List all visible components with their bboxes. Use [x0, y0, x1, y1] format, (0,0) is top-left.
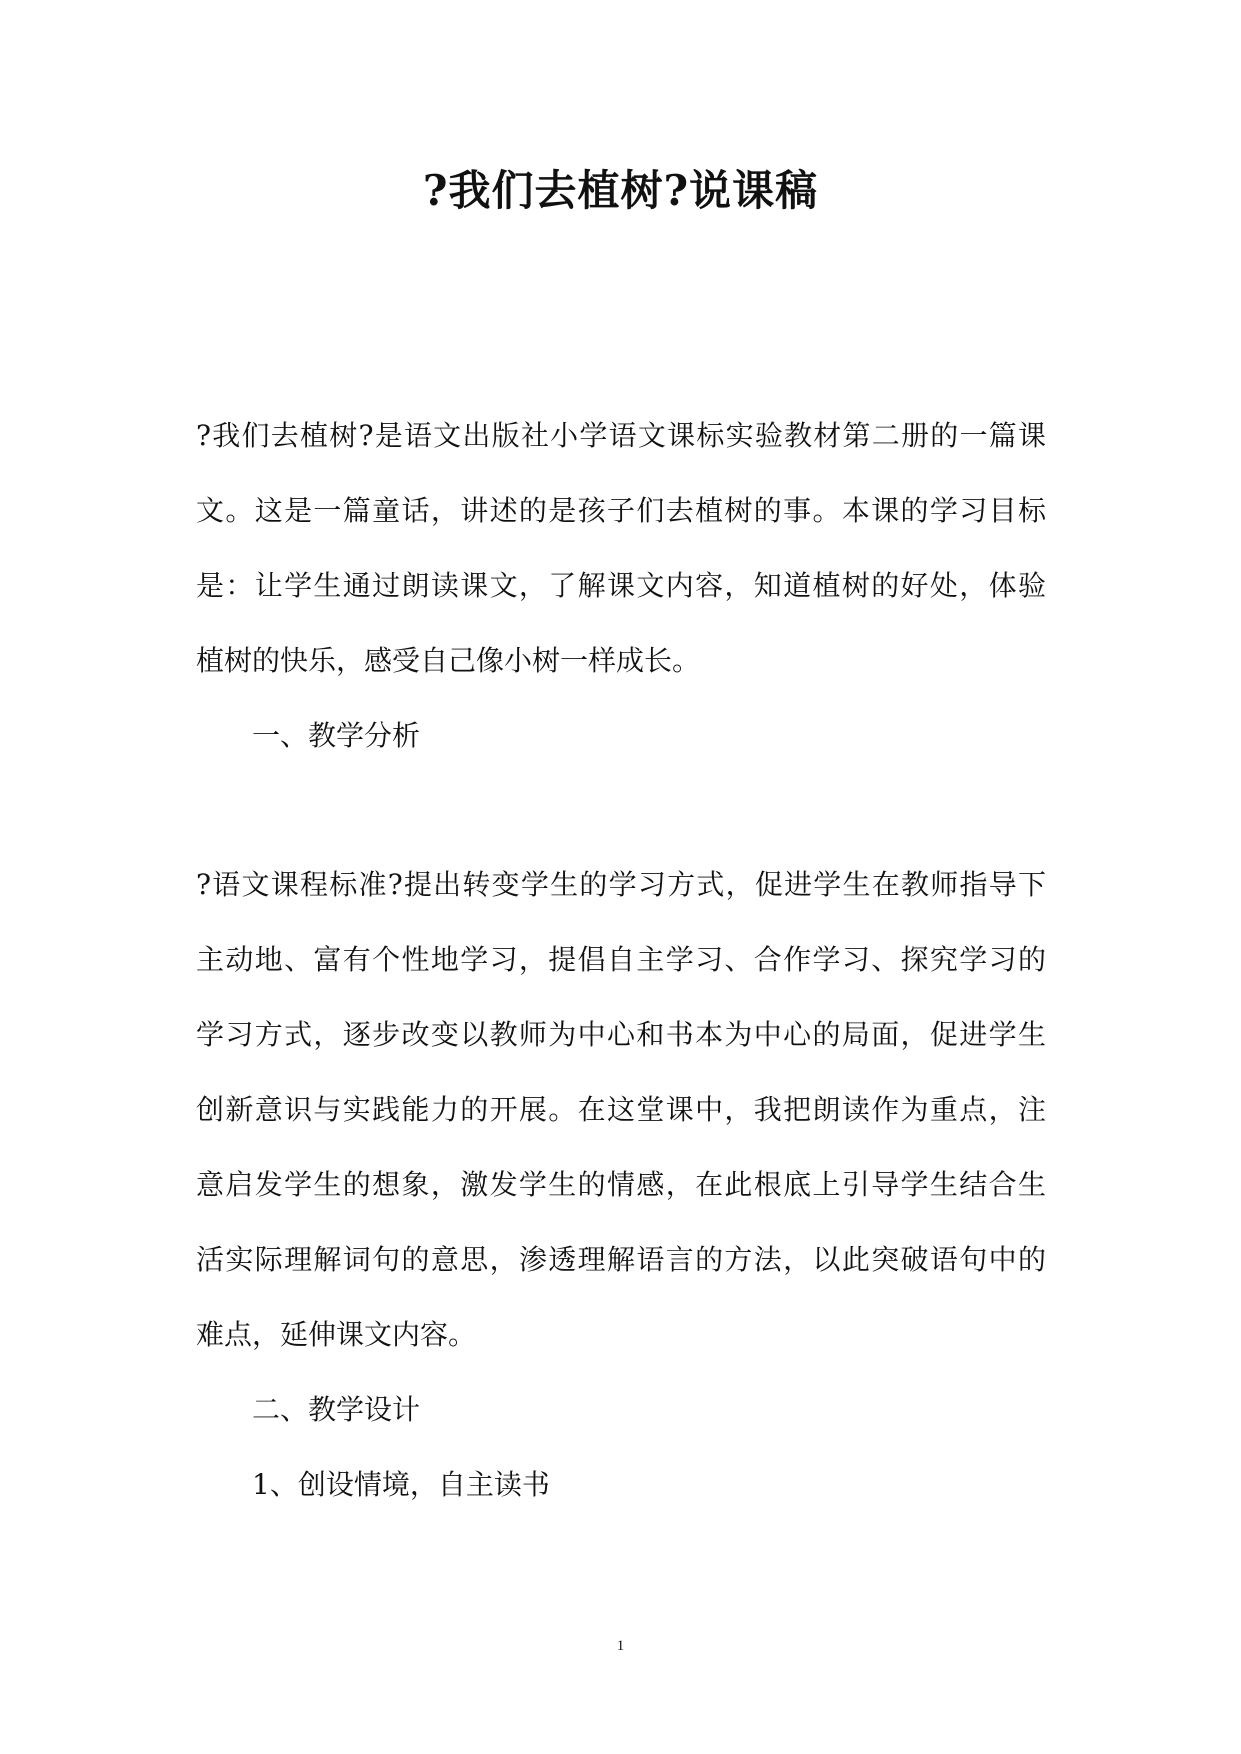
analysis-line-6: 活实际理解词句的意思，渗透理解语言的方法，以此突破语句中的 [196, 1243, 1046, 1276]
section-heading-design: 二、教学设计 [252, 1393, 421, 1426]
section-heading-analysis: 一、教学分析 [252, 719, 421, 752]
analysis-line-4: 创新意识与实践能力的开展。在这堂课中，我把朗读作为重点，注 [196, 1093, 1046, 1126]
intro-line-4: 植树的快乐，感受自己像小树一样成长。 [196, 644, 701, 677]
subsection-heading-1: 1、创设情境，自主读书 [252, 1468, 550, 1501]
analysis-line-1: ?语文课程标准?提出转变学生的学习方式，促进学生在教师指导下 [196, 868, 1046, 901]
intro-line-2: 文。这是一篇童话，讲述的是孩子们去植树的事。本课的学习目标 [196, 494, 1046, 527]
analysis-line-3: 学习方式，逐步改变以教师为中心和书本为中心的局面，促进学生 [196, 1018, 1046, 1051]
page-number: 1 [616, 1638, 625, 1654]
intro-line-1: ?我们去植树?是语文出版社小学语文课标实验教材第二册的一篇课 [196, 419, 1046, 452]
intro-line-3: 是：让学生通过朗读课文，了解课文内容，知道植树的好处，体验 [196, 569, 1046, 602]
analysis-line-5: 意启发学生的想象，激发学生的情感，在此根底上引导学生结合生 [196, 1168, 1046, 1201]
analysis-line-2: 主动地、富有个性地学习，提倡自主学习、合作学习、探究学习的 [196, 943, 1046, 976]
analysis-line-7: 难点，延伸课文内容。 [196, 1318, 477, 1351]
document-title: ?我们去植树?说课稿 [422, 166, 819, 215]
